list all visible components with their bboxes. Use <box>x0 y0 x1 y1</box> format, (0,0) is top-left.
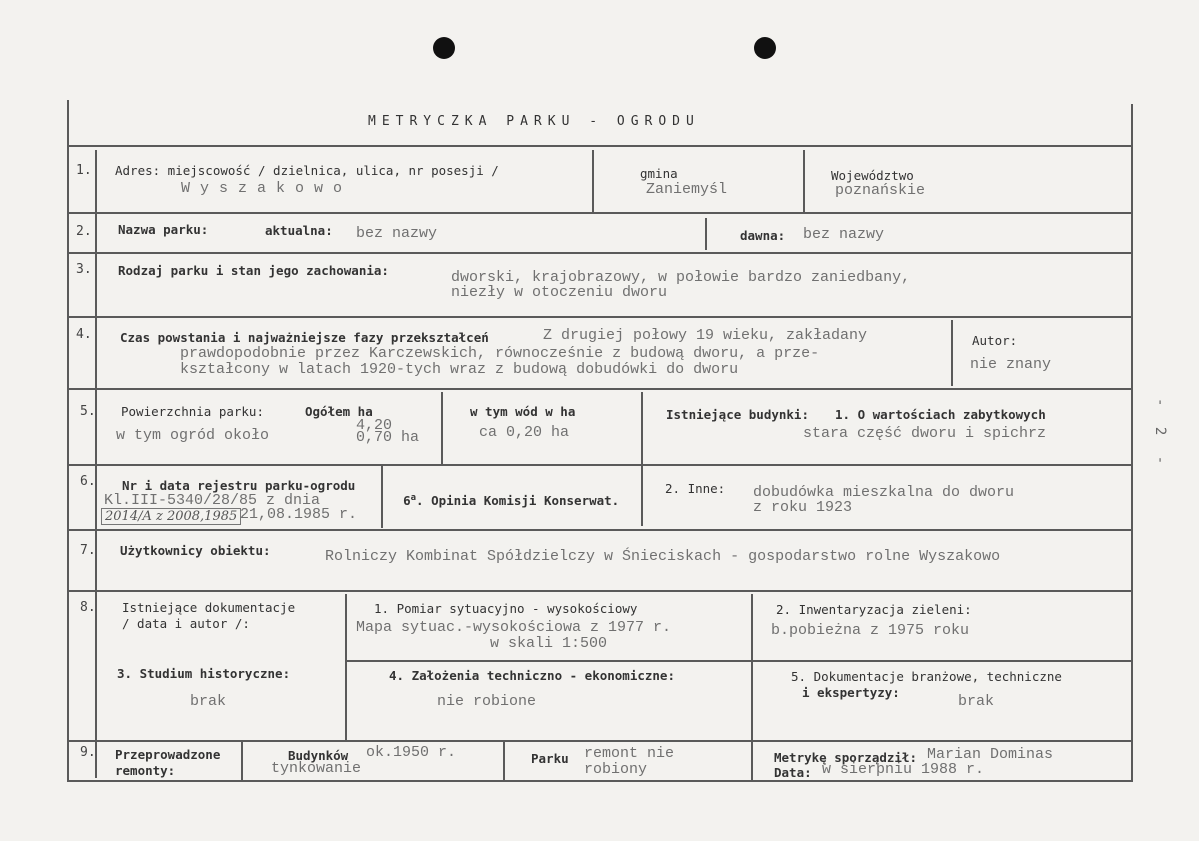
punch-hole-right <box>754 37 776 59</box>
former-name-value: bez nazwy <box>803 226 885 243</box>
date-label: Data: <box>774 765 812 780</box>
form-title: METRYCZKA PARKU - OGRODU <box>368 114 700 129</box>
repairs-label-line2: remonty: <box>115 763 176 778</box>
register-value-line2: 21,08.1985 r. <box>240 506 358 523</box>
opinion-label-row <box>388 476 619 508</box>
row-number-4: 4. <box>76 327 92 342</box>
users-label: Użytkownicy obiektu: <box>120 543 271 558</box>
origin-label: Czas powstania i najważniejsze fazy przekształceń <box>120 330 489 345</box>
wojewodztwo-value: poznańskie <box>835 182 926 199</box>
prepared-by-label: Metrykę sporządził: <box>774 750 917 765</box>
branch-label-line2: i ekspertyzy: <box>802 685 900 700</box>
repairs-label-line1: Przeprowadzone <box>115 747 221 762</box>
punch-hole-left <box>433 37 455 59</box>
greenery-value: b.pobieżna z 1975 roku <box>771 622 970 639</box>
docs-label-line1: Istniejące dokumentacje <box>122 600 296 615</box>
water-area-value: ca 0,20 ha <box>479 424 570 441</box>
monuments-label: 1. O wartościach zabytkowych <box>835 407 1046 422</box>
history-label: 3. Studium historyczne: <box>117 666 291 681</box>
row-number-2: 2. <box>76 224 92 239</box>
wojewodztwo-label: Województwo <box>831 168 914 183</box>
current-name-value: bez nazwy <box>356 225 438 242</box>
row-number-5: 5. <box>80 404 96 419</box>
branch-label-line1: 5. Dokumentacje branżowe, techniczne <box>791 669 1062 684</box>
gmina-value: Zaniemyśl <box>646 181 728 198</box>
users-value: Rolniczy Kombinat Spółdzielczy w Śnieciskach - gospodarstwo rolne Wyszakowo <box>325 548 1001 565</box>
opinion-label: . Opinia Komisji Konserwat. <box>416 493 620 509</box>
history-value: brak <box>190 693 227 710</box>
row-number-3: 3. <box>76 262 92 277</box>
origin-value-line3: kształcony w latach 1920-tych wraz z budową dobudówki do dworu <box>180 361 739 378</box>
author-label: Autor: <box>972 333 1018 348</box>
register-value-line1: Kl.III-5340/28/85 z dnia <box>104 492 321 509</box>
register-label: Nr i data rejestru parku-ogrodu <box>122 478 356 493</box>
park-repair-value-line2: robiony <box>584 761 648 778</box>
row-number-9: 9. <box>80 745 96 760</box>
park-repair-value-line1: remont nie <box>584 745 675 762</box>
garden-area-value: 0,70 ha <box>356 429 420 446</box>
row-number-7: 7. <box>80 543 96 558</box>
row-number-6: 6. <box>80 474 96 489</box>
opinion-sup: a <box>410 493 417 503</box>
park-type-label: Rodzaj parku i stan jego zachowania: <box>118 263 389 278</box>
docs-label-line2: / data i autor /: <box>122 616 250 631</box>
area-label: Powierzchnia parku: <box>121 404 264 419</box>
garden-area-text: w tym ogród około <box>116 427 270 444</box>
survey-label: 1. Pomiar sytuacyjno - wysokościowy <box>374 601 638 616</box>
date-value: w sierpniu 1988 r. <box>822 761 985 778</box>
address-label: Adres: miejscowość / dzielnica, ulica, nr posesji / <box>115 163 499 178</box>
park-repair-label: Parku <box>531 751 569 766</box>
buildings-repair-label: Budynków <box>288 748 349 763</box>
tech-value: nie robione <box>437 693 537 710</box>
total-area-value: 4,20 <box>356 417 393 434</box>
park-type-value-line2: niezły w otoczeniu dworu <box>451 284 668 301</box>
park-name-label: Nazwa parku: <box>118 222 209 237</box>
opinion-num: 6 <box>403 493 411 509</box>
page-marker: - 2 - <box>1152 398 1168 471</box>
buildings-repair-value-line2: tynkowanie <box>271 760 362 777</box>
survey-value-line2: w skali 1:500 <box>490 635 608 652</box>
gmina-label: gmina <box>640 166 678 181</box>
total-area-label: Ogółem ha <box>305 404 373 419</box>
row-number-1: 1. <box>76 163 92 178</box>
prepared-by-value: Marian Dominas <box>927 746 1054 763</box>
monuments-value: stara część dworu i spichrz <box>803 425 1047 442</box>
address-value: Wyszakowo <box>181 180 353 197</box>
other-buildings-value-line1: dobudówka mieszkalna do dworu <box>753 484 1015 501</box>
register-handwritten-note: 2014/A z 2008,1985 <box>101 508 241 525</box>
water-area-label: w tym wód w ha <box>470 404 576 419</box>
buildings-repair-value-line1: ok.1950 r. <box>366 744 457 761</box>
origin-value-line1: Z drugiej połowy 19 wieku, zakładany <box>543 327 868 344</box>
greenery-label: 2. Inwentaryzacja zieleni: <box>776 602 972 617</box>
other-buildings-label: 2. Inne: <box>665 481 726 496</box>
row-number-8: 8. <box>80 600 96 615</box>
author-value: nie znany <box>970 356 1052 373</box>
survey-value-line1: Mapa sytuac.-wysokościowa z 1977 r. <box>356 619 672 636</box>
current-name-label: aktualna: <box>265 223 333 238</box>
tech-label: 4. Założenia techniczno - ekonomiczne: <box>389 668 675 683</box>
branch-value: brak <box>958 693 995 710</box>
other-buildings-value-line2: z roku 1923 <box>753 499 853 516</box>
origin-value-line2: prawdopodobnie przez Karczewskich, równocześnie z budową dworu, a prze- <box>180 345 820 362</box>
buildings-label: Istniejące budynki: <box>666 407 809 422</box>
former-name-label: dawna: <box>740 228 786 243</box>
park-type-value-line1: dworski, krajobrazowy, w połowie bardzo zaniedbany, <box>451 269 911 286</box>
